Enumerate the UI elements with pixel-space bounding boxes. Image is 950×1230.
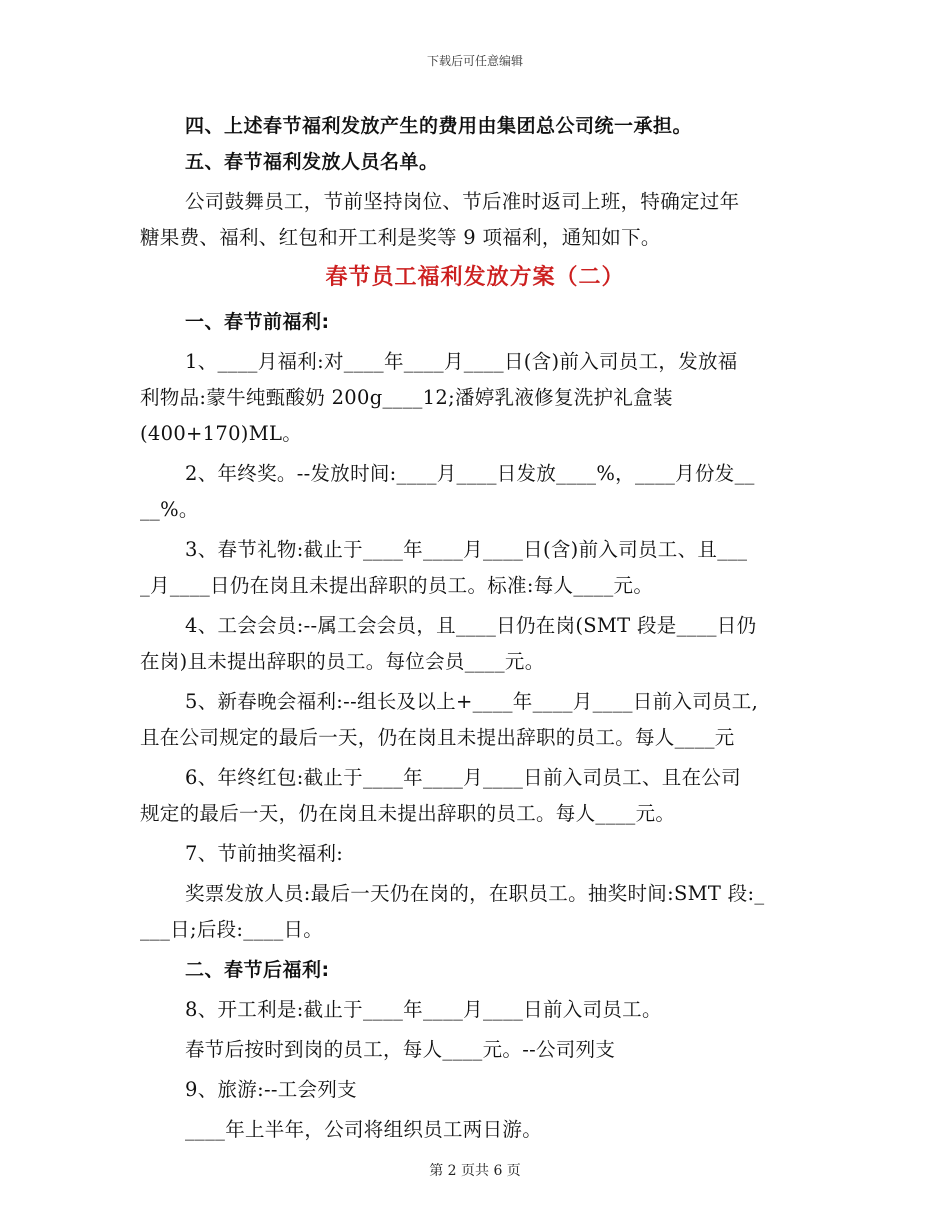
item-2-line: __%。 <box>140 498 199 521</box>
document-body <box>140 108 810 1148</box>
item-7-line: 奖票发放人员:最后一天仍在岗的，在职员工。抽奖时间:SMT 段:_ <box>185 882 765 905</box>
item-9-line: 9、旅游:--工会列支 <box>185 1078 357 1101</box>
item-2-line: 2、年终奖。--发放时间:____月____日发放____%，____月份发__ <box>185 462 755 485</box>
item-9-line: ____年上半年，公司将组织员工两日游。 <box>185 1118 542 1141</box>
page-header: 下载后可任意编辑 <box>426 54 523 68</box>
document-title: 春节员工福利发放方案（二） <box>325 265 625 290</box>
section-one-heading: 一、春节前福利: <box>185 311 330 333</box>
item-7-line: 7、节前抽奖福利: <box>185 842 344 865</box>
section-two-heading: 二、春节后福利: <box>185 959 330 981</box>
item-4-line: 4、工会会员:--属工会会员，且____日仍在岗(SMT 段是____日仍 <box>185 614 757 637</box>
section-four-heading: 四、上述春节福利发放产生的费用由集团总公司统一承担。 <box>185 115 693 137</box>
item-4-line: 在岗)且未提出辞职的员工。每位会员____元。 <box>140 650 545 673</box>
paragraph-line: 公司鼓舞员工，节前坚持岗位、节后准时返司上班，特确定过年 <box>185 190 740 213</box>
item-7-line: ___日;后段:____日。 <box>140 918 324 941</box>
paragraph-line: 糖果费、福利、红包和开工利是奖等 9 项福利，通知如下。 <box>140 226 661 249</box>
item-8-line: 春节后按时到岗的员工，每人____元。--公司列支 <box>185 1038 616 1061</box>
item-1-line: 1、____月福利:对____年____月____日(含)前入司员工，发放福 <box>185 350 738 373</box>
item-6-line: 规定的最后一天，仍在岗且未提出辞职的员工。每人____元。 <box>140 802 676 825</box>
item-3-line: 3、春节礼物:截止于____年____月____日(含)前入司员工、且___ <box>185 538 748 561</box>
item-3-line: _月____日仍在岗且未提出辞职的员工。标准:每人____元。 <box>140 574 654 597</box>
item-5-line: 5、新春晚会福利:--组长及以上+____年____月____日前入司员工, <box>185 690 759 713</box>
item-1-line: (400+170)ML。 <box>140 422 303 445</box>
item-6-line: 6、年终红包:截止于____年____月____日前入司员工、且在公司 <box>185 766 741 789</box>
item-8-line: 8、开工利是:截止于____年____月____日前入司员工。 <box>185 998 662 1021</box>
item-1-line: 利物品:蒙牛纯甄酸奶 200g____12;潘婷乳液修复洗护礼盒装 <box>140 386 673 409</box>
item-5-line: 且在公司规定的最后一天，仍在岗且未提出辞职的员工。每人____元 <box>140 726 735 749</box>
section-five-heading: 五、春节福利发放人员名单。 <box>185 151 439 173</box>
page-footer: 第 2 页共 6 页 <box>429 1163 521 1179</box>
